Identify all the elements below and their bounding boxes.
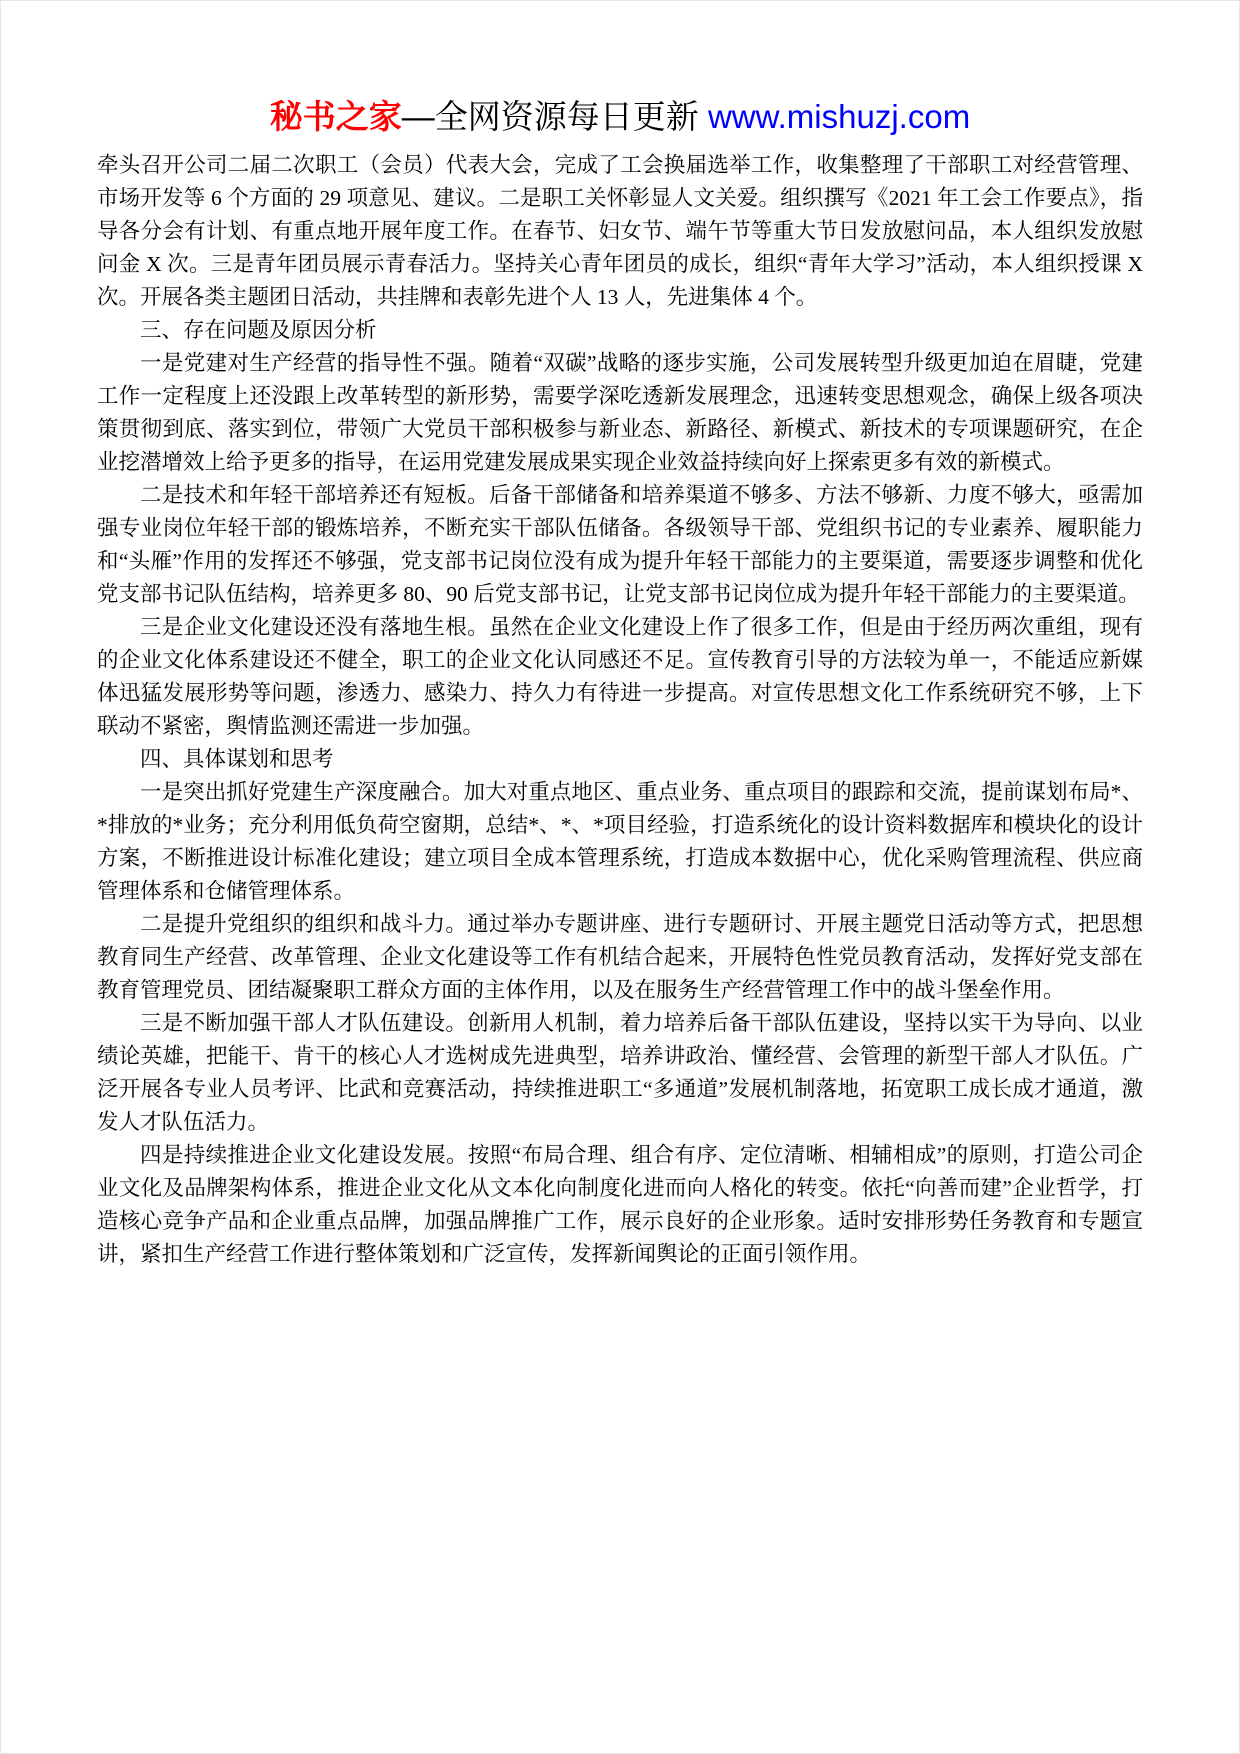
paragraph-problems-2: 二是技术和年轻干部培养还有短板。后备干部储备和培养渠道不够多、方法不够新、力度不够大，亟需加强专业岗位年轻干部的锻炼培养，不断充实干部队伍储备。各级领导干部、党组织书记的专业素养、履职能力和“头雁”作用的发挥还不够强，党支部书记岗位没有成为提升年轻干部能力的主要渠道，需要逐步调整和优化党支部书记队伍结构，培养更多 80、90 后党支部书记，让党支部书记岗位成为提升年轻干部能力的主要渠道。 <box>97 483 1143 607</box>
site-url-link[interactable]: www.mishuzj.com <box>707 98 971 135</box>
paragraph-plans-4: 四是持续推进企业文化建设发展。按照“布局合理、组合有序、定位清晰、相辅相成”的原则，打造公司企业文化及品牌架构体系，推进企业文化从文本化向制度化进而向人格化的转变。依托“向善而建”企业哲学，打造核心竞争产品和企业重点品牌，加强品牌推广工作，展示良好的企业形象。适时安排形势任务教育和专题宣讲，紧扣生产经营工作进行整体策划和广泛宣传，发挥新闻舆论的正面引领作用。 <box>97 1143 1143 1267</box>
header-tagline: —全网资源每日更新 <box>401 98 708 135</box>
site-header <box>97 96 1143 137</box>
document-body <box>97 149 1143 1271</box>
paragraph-problems-1: 一是党建对生产经营的指导性不强。随着“双碳”战略的逐步实施，公司发展转型升级更加迫在眉睫，党建工作一定程度上还没跟上改革转型的新形势，需要学深吃透新发展理念，迅速转变思想观念，确保上级各项决策贯彻到底、落实到位，带领广大党员干部积极参与新业态、新路径、新模式、新技术的专项课题研究，在企业挖潜增效上给予更多的指导，在运用党建发展成果实现企业效益持续向好上探索更多有效的新模式。 <box>97 351 1143 475</box>
paragraph-plans-2: 二是提升党组织的组织和战斗力。通过举办专题讲座、进行专题研讨、开展主题党日活动等方式，把思想教育同生产经营、改革管理、企业文化建设等工作有机结合起来，开展特色性党员教育活动，发挥好党支部在教育管理党员、团结凝聚职工群众方面的主体作用，以及在服务生产经营管理工作中的战斗堡垒作用。 <box>97 912 1143 1003</box>
section-heading-3: 三、存在问题及原因分析 <box>140 318 377 343</box>
paragraph-problems-3: 三是企业文化建设还没有落地生根。虽然在企业文化建设上作了很多工作，但是由于经历两次重组，现有的企业文化体系建设还不健全，职工的企业文化认同感还不足。宣传教育引导的方法较为单一，不能适应新媒体迅猛发展形势等问题，渗透力、感染力、持久力有待进一步提高。对宣传思想文化工作系统研究不够，上下联动不紧密，舆情监测还需进一步加强。 <box>97 615 1143 739</box>
section-heading-4: 四、具体谋划和思考 <box>140 747 334 772</box>
paragraph-continuation: 牵头召开公司二届二次职工（会员）代表大会，完成了工会换届选举工作，收集整理了干部职工对经营管理、市场开发等 6 个方面的 29 项意见、建议。二是职工关怀彰显人文关爱。组织撰写《2021 年工会工作要点》，指导各分会有计划、有重点地开展年度工作。在春节、妇女节、端午节等重大节日发放慰问品，本人组织发放慰问金 X 次。三是青年团员展示青春活力。坚持关心青年团员的成长，组织“青年大学习”活动，本人组织授课 X 次。开展各类主题团日活动，共挂牌和表彰先进个人 13 人，先进集体 4 个。 <box>97 153 1143 310</box>
paragraph-plans-3: 三是不断加强干部人才队伍建设。创新用人机制，着力培养后备干部队伍建设，坚持以实干为导向、以业绩论英雄，把能干、肯干的核心人才选树成先进典型，培养讲政治、懂经营、会管理的新型干部人才队伍。广泛开展各专业人员考评、比武和竞赛活动，持续推进职工“多通道”发展机制落地，拓宽职工成长成才通道，激发人才队伍活力。 <box>97 1011 1143 1135</box>
site-brand: 秘书之家 <box>269 98 402 135</box>
paragraph-plans-1: 一是突出抓好党建生产深度融合。加大对重点地区、重点业务、重点项目的跟踪和交流，提前谋划布局*、*排放的*业务；充分利用低负荷空窗期，总结*、*、*项目经验，打造系统化的设计资料数据库和模块化的设计方案，不断推进设计标准化建设；建立项目全成本管理系统，打造成本数据中心，优化采购管理流程、供应商管理体系和仓储管理体系。 <box>97 780 1143 904</box>
